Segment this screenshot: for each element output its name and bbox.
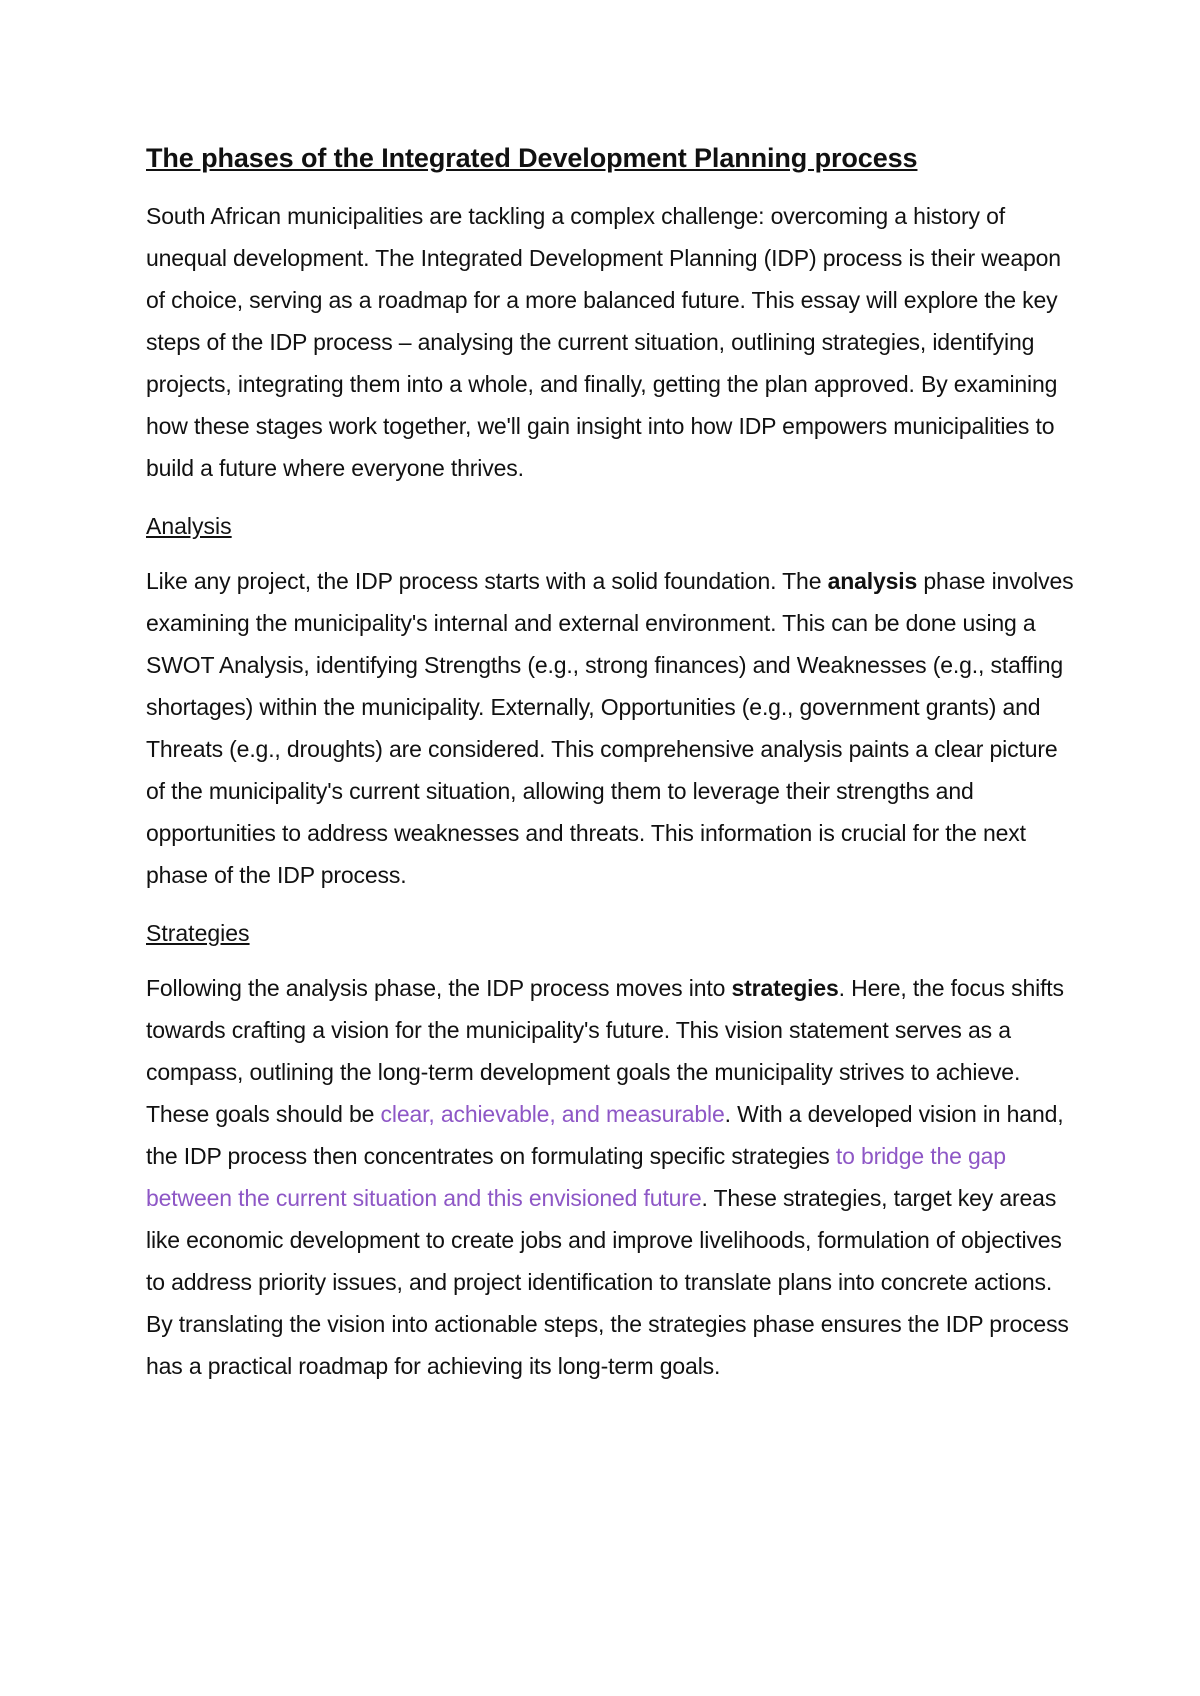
strategies-text-4: . These strategies, target key areas like economic development to create jobs and improve livelihoods, formulation of objectives to address priority issues, and project identification to translate plans into concrete actions. By translating the vision into actionable steps, the strategies phase ensures the IDP process has a practical roadmap for achieving its long-term goals. [146,1185,1069,1379]
strategies-text-2: . Here, the focus shifts towards crafting a vision for the municipality's future. This vision statement serves as a compass, outlining the long-term development goals the municipality strives to achieve. These goals should be [146,975,1064,1127]
analysis-paragraph [146,560,1076,896]
section-heading-strategies: Strategies [146,920,250,946]
analysis-text-1: Like any project, the IDP process starts with a solid foundation. The [146,568,828,594]
analysis-bold-term: analysis [827,568,918,594]
document-body [146,140,1076,1403]
strategies-text-1: Following the analysis phase, the IDP process moves into [146,975,732,1001]
intro-paragraph: South African municipalities are tackling a complex challenge: overcoming a history of unequal development. The Integrated Development Planning (IDP) process is their weapon of choice, serving as a roadmap for a more balanced future. This essay will explore the key steps of the IDP process – analysing the current situation, outlining strategies, identifying projects, integrating them into a whole, and finally, getting the plan approved. By examining how these stages work together, we'll gain insight into how IDP empowers municipalities to build a future where everyone thrives. [146,203,1061,481]
document-title: The phases of the Integrated Development Planning process [146,143,918,173]
analysis-text-2: phase involves examining the municipality's internal and external environment. This can be done using a SWOT Analysis, identifying Strengths (e.g., strong finances) and Weaknesses (e.g., staffing shortages) within the municipality. Externally, Opportunities (e.g., government grants) and Threats (e.g., droughts) are considered. This comprehensive analysis paints a clear picture of the municipality's current situation, allowing them to leverage their strengths and opportunities to address weaknesses and threats. This information is crucial for the next phase of the IDP process. [146,568,1074,888]
section-heading-analysis: Analysis [146,513,232,539]
strategies-highlight-1: clear, achievable, and measurable [380,1101,725,1127]
strategies-text-3: . With a developed vision in hand, the IDP process then concentrates on formulating specific strategies [146,1101,1064,1169]
strategies-paragraph [146,967,1076,1387]
strategies-bold-term: strategies [731,975,839,1001]
strategies-highlight-2: to bridge the gap between the current situation and this envisioned future [146,1143,1006,1211]
